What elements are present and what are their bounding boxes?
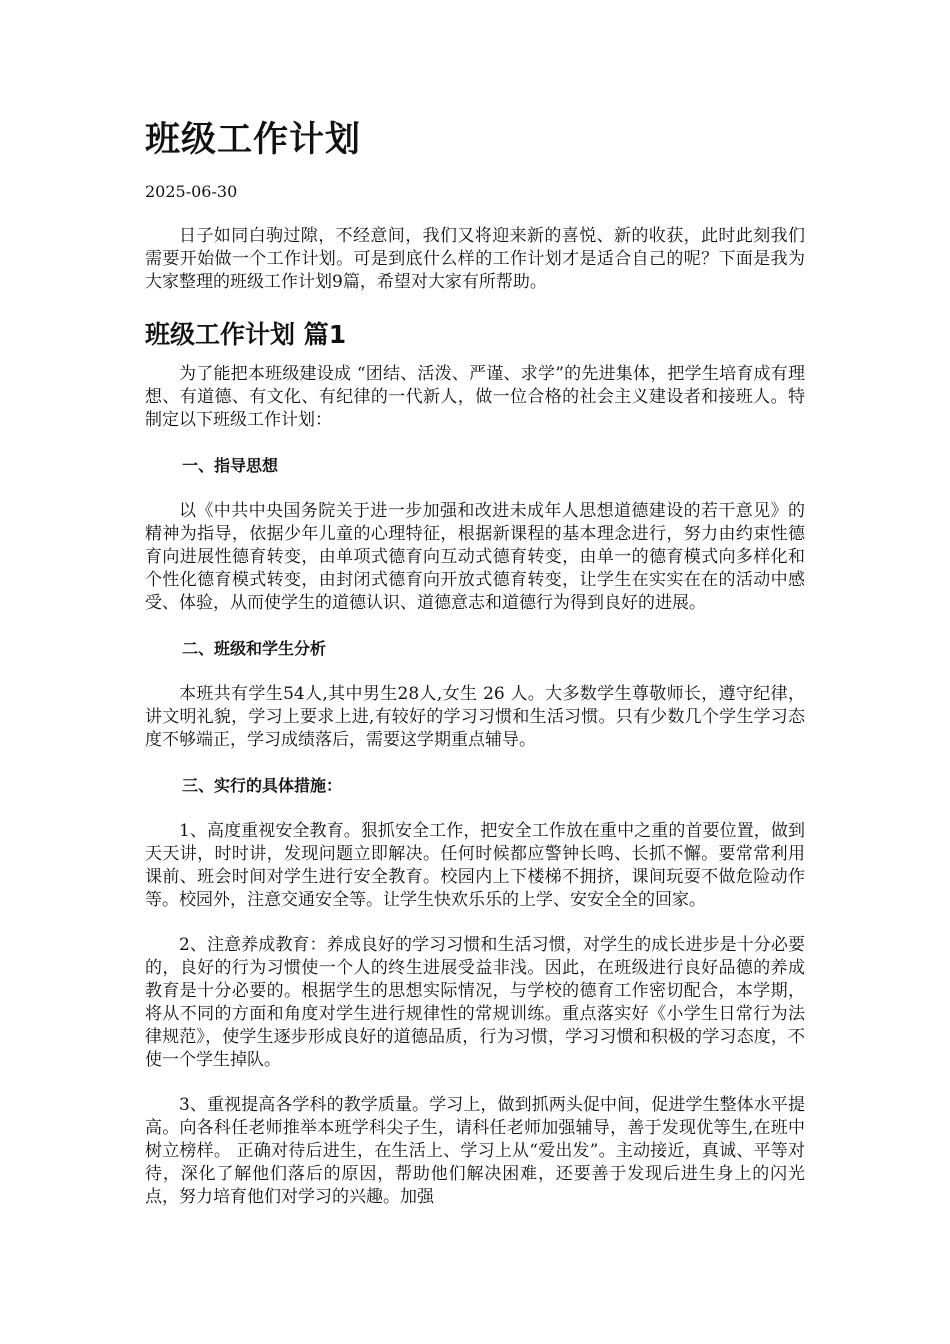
heading-guiding-ideology: 一、指导思想 [182,456,279,475]
heading-measures: 三、实行的具体措施： [182,776,343,795]
measure-habits-paragraph: 2、注意养成教育：养成良好的学习习惯和生活习惯，对学生的成长进步是十分必要的，良好的行为习惯使一个人的终生进展受益非浅。因此，在班级进行良好品德的养成教育是十分必要的。根据学生的思想实际情况，与学校的德育工作密切配合，本学期，将从不同的方面和角度对学生进行规律性的常规训练。重点落实好《小学生日常行为法律规范》，使学生逐步形成良好的道德品质，行为习惯，学习习惯和积极的学习态度，不使一个学生掉队。 [145,935,805,1070]
heading-class-analysis: 二、班级和学生分析 [182,639,327,658]
section-title: 班级工作计划 篇1 [145,320,347,349]
document-page [145,112,805,1209]
section-opening-paragraph: 为了能把本班级建设成 “团结、活泼、严谨、求学”的先进集体，把学生培育成有理想、有道德、有文化、有纪律的一代新人，做一位合格的社会主义建设者和接班人。特制定以下班级工作计划： [145,364,805,430]
paragraph-guiding-ideology: 以《中共中央国务院关于进一步加强和改进未成年人思想道德建设的若干意见》的精神为指导，依据少年儿童的心理特征，根据新课程的基本理念进行，努力由约束性德育向进展性德育转变，由单项式德育向互动式德育转变，由单一的德育模式向多样化和个性化德育模式转变，由封闭式德育向开放式德育转变，让学生在实实在在的活动中感受、体验，从而使学生的道德认识、道德意志和道德行为得到良好的进展。 [145,501,805,613]
measure-safety-paragraph: 1、高度重视安全教育。狠抓安全工作，把安全工作放在重中之重的首要位置，做到天天讲，时时讲，发现问题立即解决。任何时候都应警钟长鸣、长抓不懈。要常常利用课前、班会时间对学生进行安全教育。校园内上下楼梯不拥挤，课间玩耍不做危险动作等。校园外，注意交通安全等。让学生快欢乐乐的上学、安安全全的回家。 [145,821,805,910]
measure-teaching-quality-paragraph: 3、重视提高各学科的教学质量。学习上，做到抓两头促中间，促进学生整体水平提高。向各科任老师推举本班学科尖子生，请科任老师加强辅导，善于发现优等生,在班中树立榜样。 正确对待后进生，在生活上、学习上从“爱出发”。主动接近，真诚、平等对待，深化了解他们落后的原因，帮助他们解决困难，还要善于发现后进生身上的闪光点，努力培育他们对学习的兴趣。加强 [145,1095,805,1207]
document-date: 2025-06-30 [145,182,238,201]
paragraph-class-analysis: 本班共有学生54人,其中男生28人,女生 26 人。大多数学生尊敬师长，遵守纪律，讲文明礼貌，学习上要求上进,有较好的学习习惯和生活习惯。只有少数几个学生学习态度不够端正，学习成绩落后，需要这学期重点辅导。 [145,684,805,750]
intro-paragraph: 日子如同白驹过隙，不经意间，我们又将迎来新的喜悦、新的收获，此时此刻我们需要开始做一个工作计划。可是到底什么样的工作计划才是适合自己的呢？下面是我为大家整理的班级工作计划9篇，希望对大家有所帮助。 [145,226,805,292]
document-title: 班级工作计划 [145,120,362,160]
